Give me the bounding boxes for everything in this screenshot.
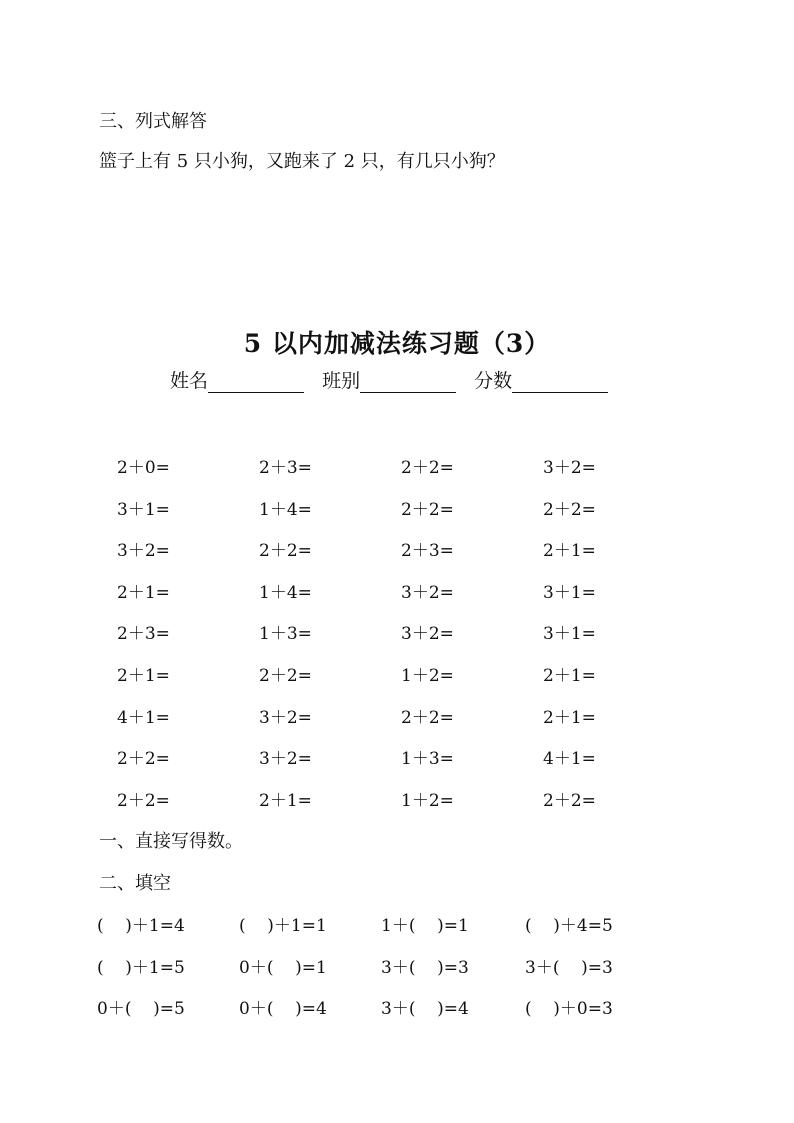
addition-problem: 2＋1= [543, 666, 596, 686]
fill-in-problem[interactable]: 3＋( )=4 [381, 999, 469, 1019]
class-blank[interactable] [360, 370, 456, 393]
addition-problem: 2＋2= [117, 749, 170, 770]
addition-problem: 1＋2= [401, 666, 454, 686]
addition-problem: 3＋1= [117, 499, 170, 520]
class-label: 班别 [322, 370, 361, 392]
addition-problem: 2＋3= [117, 624, 170, 645]
addition-problem: 3＋2= [259, 707, 312, 728]
worksheet-title: 5 以内加减法练习题（3） [243, 329, 551, 358]
class-field [322, 366, 456, 393]
fill-in-problem[interactable]: 0＋( )=5 [97, 999, 185, 1019]
addition-problem: 3＋2= [401, 624, 454, 645]
fill-in-problem[interactable]: ( )＋1=1 [239, 916, 327, 936]
addition-problem: 3＋2= [543, 458, 596, 478]
addition-problem: 3＋2= [117, 541, 170, 562]
fill-in-problem[interactable]: ( )＋4=5 [525, 916, 613, 936]
addition-problem: 4＋1= [543, 749, 596, 770]
addition-problem: 2＋1= [259, 790, 312, 811]
addition-problem: 1＋3= [401, 749, 454, 770]
addition-problem: 3＋2= [401, 582, 454, 603]
addition-problem: 1＋4= [259, 499, 312, 520]
addition-problem: 2＋2= [401, 707, 454, 728]
addition-problem: 1＋4= [259, 582, 312, 603]
fill-in-problem[interactable]: 0＋( )=1 [239, 957, 327, 978]
name-field [170, 366, 304, 393]
addition-problem: 2＋3= [401, 541, 454, 562]
fill-in-problem[interactable]: ( )＋1=4 [97, 916, 185, 936]
section2-heading: 二、填空 [99, 873, 171, 894]
addition-problem: 2＋0= [117, 458, 170, 478]
addition-problem: 1＋3= [259, 624, 312, 645]
name-blank[interactable] [208, 370, 304, 393]
addition-problem: 2＋2= [543, 499, 596, 520]
addition-problem: 2＋1= [543, 541, 596, 562]
addition-problem: 2＋1= [117, 666, 170, 686]
fill-in-problem[interactable]: 3＋( )=3 [381, 957, 469, 978]
addition-problem: 2＋3= [259, 458, 312, 478]
fill-in-problem[interactable]: ( )＋0=3 [525, 999, 613, 1019]
addition-problem: 3＋1= [543, 582, 596, 603]
score-blank[interactable] [512, 370, 608, 393]
student-info [170, 366, 620, 393]
addition-problem: 3＋2= [259, 749, 312, 770]
addition-problem: 2＋2= [543, 790, 596, 811]
fill-in-problem[interactable]: ( )＋1=5 [97, 957, 185, 978]
addition-problem: 2＋2= [401, 458, 454, 478]
addition-problem: 2＋1= [543, 707, 596, 728]
score-field [474, 366, 608, 393]
fill-in-problem[interactable]: 1＋( )=1 [381, 916, 469, 936]
fill-in-problem[interactable]: 3＋( )=3 [525, 957, 613, 978]
addition-problem: 2＋2= [259, 666, 312, 686]
addition-problem: 2＋1= [117, 582, 170, 603]
section3-heading: 三、列式解答 [99, 111, 207, 132]
name-label: 姓名 [170, 370, 209, 392]
addition-problem: 2＋2= [259, 541, 312, 562]
score-label: 分数 [474, 370, 513, 392]
addition-problem: 3＋1= [543, 624, 596, 645]
section1-heading: 一、直接写得数。 [99, 831, 243, 852]
addition-problem: 2＋2= [401, 499, 454, 520]
addition-problem: 2＋2= [117, 790, 170, 811]
addition-problem: 4＋1= [117, 707, 170, 728]
fill-in-problem[interactable]: 0＋( )=4 [239, 999, 327, 1019]
addition-problem: 1＋2= [401, 790, 454, 811]
word-problem: 篮子上有 5 只小狗，又跑来了 2 只，有几只小狗？ [99, 151, 505, 172]
